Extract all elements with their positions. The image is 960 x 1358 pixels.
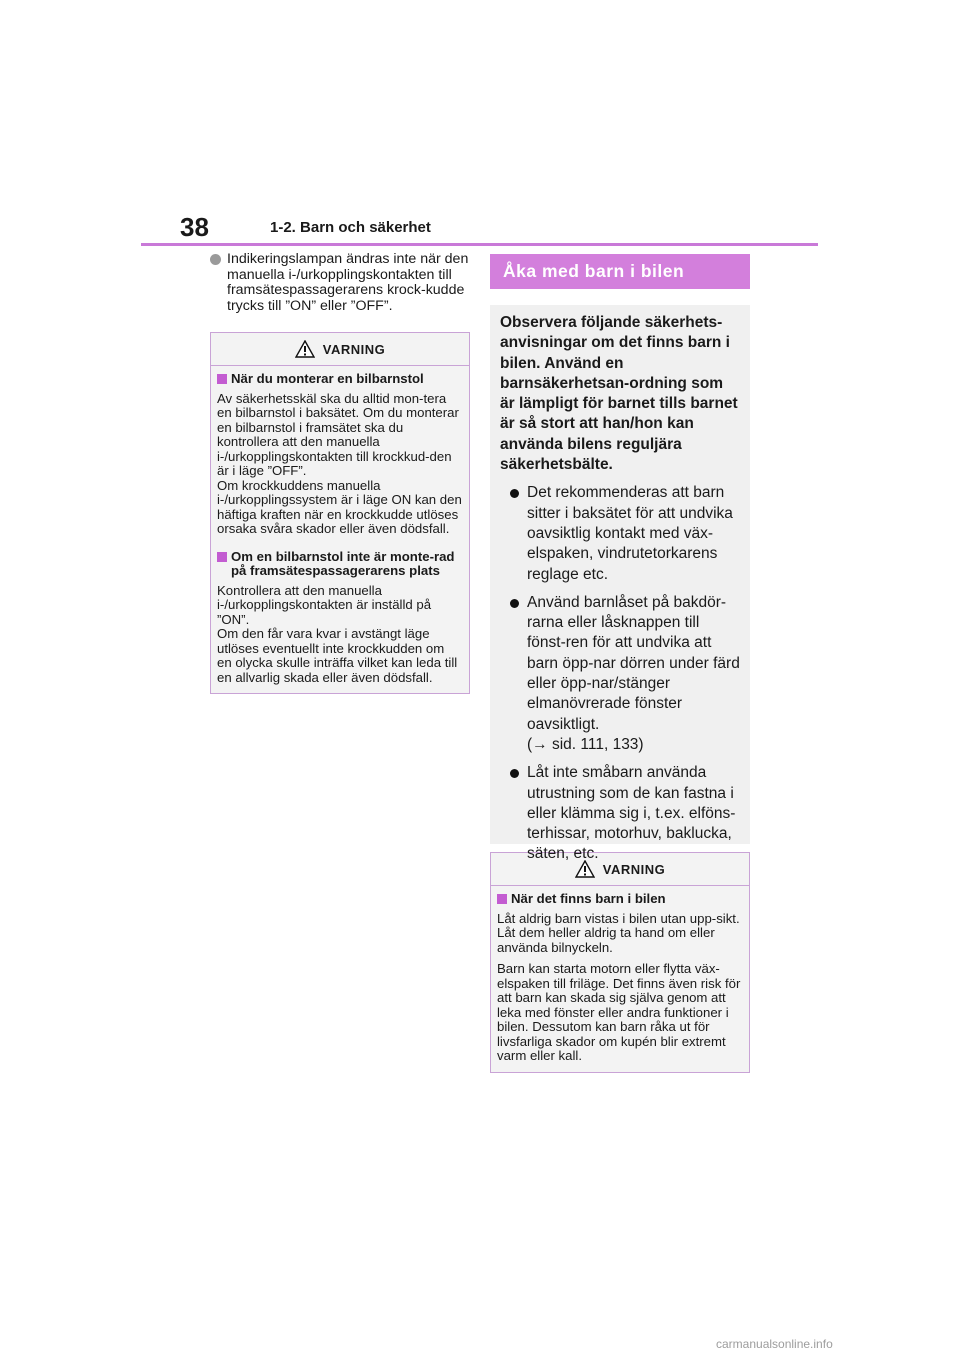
info-intro: Observera följande säkerhets-anvisningar om det finns barn i bilen. Använd en barnsäkerhetsan-ordning som är lämpligt för barnet tills barnet är så stort att han/hon kan använda bilens reguljära säkerhetsbälte.: [500, 314, 738, 474]
page-reference-link[interactable]: (→ sid. 111, 133): [527, 735, 644, 753]
warning-box-right: [490, 852, 750, 1073]
warning-body: [211, 366, 469, 693]
warning-paragraph: Låt aldrig barn vistas i bilen utan upp-sikt. Låt dem heller aldrig ta hand om eller använda bilnyckeln.: [497, 910, 740, 955]
warning-paragraph: Av säkerhetsskäl ska du alltid mon-tera en bilbarnstol i baksätet. Om du monterar en bilbarnstol i framsätet ska du kontrollera att den manuella i-/urkopplingskontakten till krockkud-den är i läge ”OFF”.: [217, 390, 459, 478]
warning-label: VARNING: [322, 341, 386, 357]
warning-body: [491, 886, 749, 1072]
warning-subheading: När du monterar en bilbarnstol: [217, 372, 462, 387]
warning-paragraph: Om krockkuddens manuella i-/urkopplingssystem är i läge ON kan den häftiga kraften när en krockkudde utlöses orsaka svåra skador eller även dödsfall.: [217, 477, 462, 536]
right-column: [490, 254, 750, 1073]
list-item: Använd barnlåset på bakdör-rarna eller låsknappen till fönst-ren för att undvika att barn öpp-nar dörren under färd eller öpp-nar/stänger elmanövrerade fönster oavsiktligt. (→ sid. 111, 133): [500, 593, 740, 755]
page-number: 38: [180, 212, 209, 242]
list-item: Låt inte småbarn använda utrustning som de kan fastna i eller klämma sig i, t.ex. elföns-terhissar, motorhuv, baklucka, säten, etc.: [500, 763, 740, 864]
square-bullet-icon: [217, 552, 227, 562]
intro-bullet: [210, 252, 470, 314]
warning-subheading: Om en bilbarnstol inte är monte-rad på framsätespassagerarens plats: [217, 550, 462, 579]
warning-header: [211, 333, 469, 366]
left-column: [210, 252, 470, 694]
bullet-dot-icon: [510, 489, 519, 498]
warning-triangle-icon: [295, 340, 315, 358]
warning-label: VARNING: [602, 861, 666, 877]
header-rule: [141, 243, 818, 246]
bullet-dot-icon: [510, 599, 519, 608]
warning-paragraph: Kontrollera att den manuella i-/urkopplingskontakten är inställd på ”ON”.: [217, 582, 432, 627]
watermark: carmanualsonline.info: [716, 1337, 833, 1351]
section-banner: Åka med barn i bilen: [490, 254, 750, 289]
square-bullet-icon: [217, 374, 227, 384]
intro-bullet-text: Indikeringslampan ändras inte när den manuella i-/urkopplingskontakten till framsätespassagerarens krock-kudde trycks till ”ON” eller ”OFF”.: [227, 251, 469, 314]
warning-box-left: [210, 332, 470, 694]
info-panel: [490, 305, 750, 863]
section-title: 1-2. Barn och säkerhet: [270, 219, 431, 236]
list-item: Det rekommenderas att barn sitter i baksätet för att undvika oavsiktlig kontakt med väx-elspaken, vindrutetorkarens reglage etc.: [500, 483, 740, 584]
warning-paragraph: Barn kan starta motorn eller flytta väx-elspaken till friläge. Det finns även risk för att barn kan skada sig själva genom att leka med fönster eller andra funktioner i bilen. Dessutom kan barn råka ut för livsfarliga skador om kupén blir extremt varm eller kall.: [497, 961, 741, 1063]
bullet-dot-icon: [510, 769, 519, 778]
square-bullet-icon: [497, 894, 507, 904]
warning-subheading: När det finns barn i bilen: [497, 892, 742, 907]
bullet-dot-icon: [210, 254, 221, 265]
warning-paragraph: Om den får vara kvar i avstängt läge utlöses eventuellt inte krockkudden om en olycka skulle inträffa vilket kan leda till en allvarlig skada eller även dödsfall.: [217, 626, 458, 685]
